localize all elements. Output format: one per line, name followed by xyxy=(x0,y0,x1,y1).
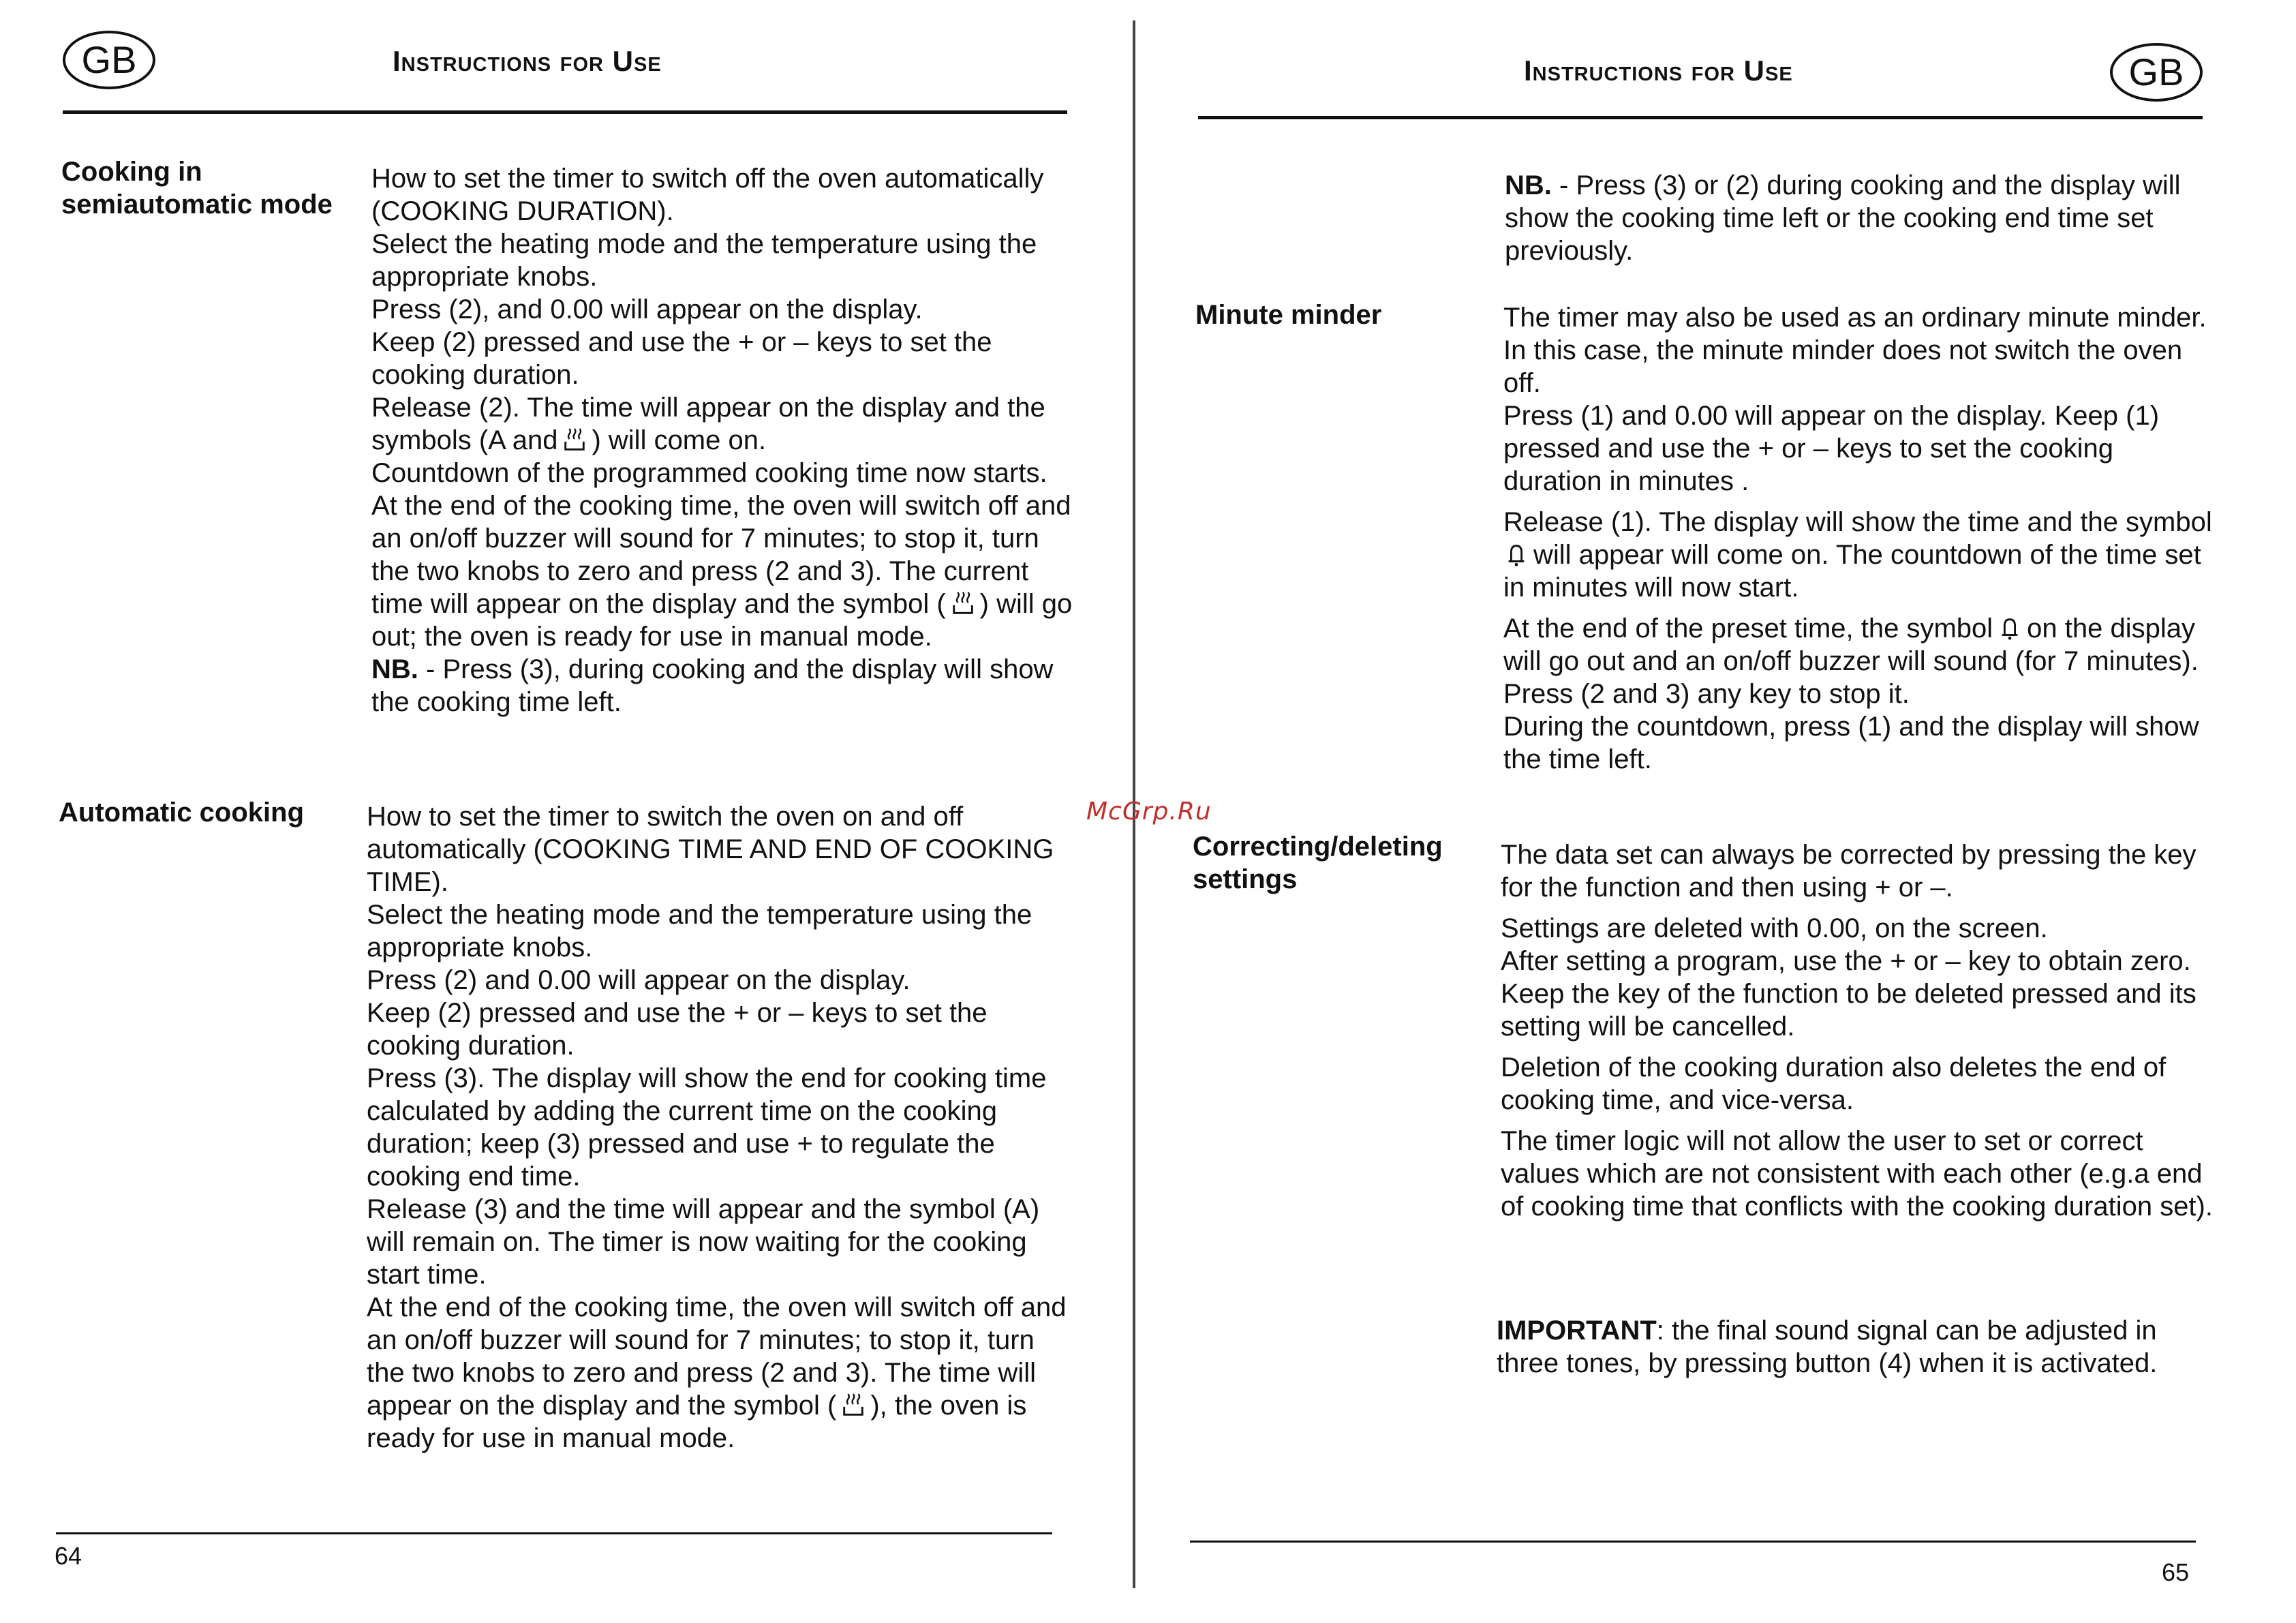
left-page-header: Instructions for Use xyxy=(393,45,662,77)
left-header-rule xyxy=(63,110,1067,114)
paragraph: Press (3). The display will show the end for cooking time calculated by adding the current time on the cooking duration; keep (3) pressed and use + to regulate the cooking end time. xyxy=(367,1063,1047,1192)
paragraph: At the end of the cooking time, the oven will switch off and an on/off buzzer will sound for 7 minutes; to stop it, turn the two knobs to zero and press (2 and 3). The time will appear on the display and the symbol ( ), the oven is ready for use in manual mode. xyxy=(367,1292,1067,1453)
paragraph: Deletion of the cooking duration also deletes the end of cooking time, and vice-versa. xyxy=(1501,1052,2167,1115)
section-label-correcting: Correcting/deleting settings xyxy=(1193,832,1443,894)
paragraph: Keep (2) pressed and use the + or – keys to set the cooking duration. xyxy=(371,327,992,390)
section-label-automatic: Automatic cooking xyxy=(59,798,305,828)
nb-note: NB. - Press (3), during cooking and the display will show the cooking time left. xyxy=(371,654,1054,717)
right-language-badge: GB xyxy=(2110,43,2203,102)
paragraph: IMPORTANT: the final sound signal can be adjusted in three tones, by pressing button (4) when it is activated. xyxy=(1497,1316,2158,1378)
right-page-header: Instructions for Use xyxy=(1524,55,1793,87)
section-label-semiautomatic: Cooking in semiautomatic mode xyxy=(61,157,333,219)
right-page-number: 65 xyxy=(2162,1558,2190,1586)
paragraph: Release (1). The display will show the time and the symbol will appear will come on. The countdown of the time set in minutes will now start. xyxy=(1503,507,2212,603)
bell-icon xyxy=(1503,542,1529,568)
section-body-semiautomatic xyxy=(371,162,1073,718)
paragraph: The data set can always be corrected by pressing the key for the function and then using + or –. xyxy=(1501,840,2196,902)
left-footer-rule xyxy=(56,1532,1052,1534)
paragraph: At the end of the preset time, the symbol on the display will go out and an on/off buzzer will sound (for 7 minutes). Press (2 and 3) any key to stop it. xyxy=(1503,613,2199,709)
paragraph: Select the heating mode and the temperature using the appropriate knobs. xyxy=(371,229,1037,292)
paragraph: Press (2) and 0.00 will appear on the display. xyxy=(367,965,910,995)
watermark: McGrp.Ru xyxy=(1086,798,1212,825)
paragraph: Press (1) and 0.00 will appear on the display. Keep (1) pressed and use the + or – keys to set the cooking duration in minutes . xyxy=(1503,401,2160,496)
cooking-heat-icon xyxy=(562,427,587,453)
section-body-minute-minder xyxy=(1503,301,2219,776)
important-note xyxy=(1497,1314,2205,1380)
paragraph: Release (2). The time will appear on the display and the symbols (A and ) will come on. xyxy=(371,393,1045,455)
nb-note: NB. - Press (3) or (2) during cooking and the display will show the cooking time left or the cooking end time set previously. xyxy=(1505,170,2181,266)
section-body-automatic xyxy=(367,800,1075,1455)
paragraph: Countdown of the programmed cooking time now starts. xyxy=(371,458,1047,488)
paragraph: Release (3) and the time will appear and the symbol (A) will remain on. The timer is now waiting for the cooking start time. xyxy=(367,1194,1040,1290)
paragraph: During the countdown, press (1) and the display will show the time left. xyxy=(1503,712,2199,774)
section-label-minute-minder: Minute minder xyxy=(1195,300,1382,330)
paragraph: How to set the timer to switch the oven on and off automatically (COOKING TIME AND END OF COOKING TIME). xyxy=(367,802,1054,897)
paragraph: Keep (2) pressed and use the + or – keys to set the cooking duration. xyxy=(367,998,988,1061)
paragraph: After setting a program, use the + or – key to obtain zero. Keep the key of the function to be deleted pressed and its setting will be cancelled. xyxy=(1501,946,2196,1042)
paragraph: Select the heating mode and the temperature using the appropriate knobs. xyxy=(367,900,1032,962)
right-header-rule xyxy=(1198,116,2203,119)
nb-block xyxy=(1505,169,2214,267)
paragraph: Settings are deleted with 0.00, on the screen. xyxy=(1501,913,2048,943)
bell-icon xyxy=(1997,616,2023,641)
section-body-correcting xyxy=(1501,838,2223,1223)
paragraph: Press (2), and 0.00 will appear on the display. xyxy=(371,294,923,324)
paragraph: How to set the timer to switch off the oven automatically (COOKING DURATION). xyxy=(371,164,1044,226)
paragraph: At the end of the cooking time, the oven will switch off and an on/off buzzer will sound for 7 minutes; to stop it, turn the two knobs to zero and press (2 and 3). The current time will appear on the display and the symbol ( ) will go out; the oven is ready for use in manual mode. xyxy=(371,491,1073,652)
paragraph: The timer may also be used as an ordinary minute minder. In this case, the minute minder does not switch the oven off. xyxy=(1503,303,2207,398)
right-footer-rule xyxy=(1190,1541,2196,1543)
paragraph: The timer logic will not allow the user to set or correct values which are not consistent with each other (e.g.a end of cooking time that conflicts with the cooking duration set). xyxy=(1501,1126,2213,1222)
left-page-number: 64 xyxy=(55,1542,82,1570)
left-language-badge: GB xyxy=(63,31,155,89)
cooking-heat-icon xyxy=(950,591,976,617)
cooking-heat-icon xyxy=(840,1393,866,1419)
